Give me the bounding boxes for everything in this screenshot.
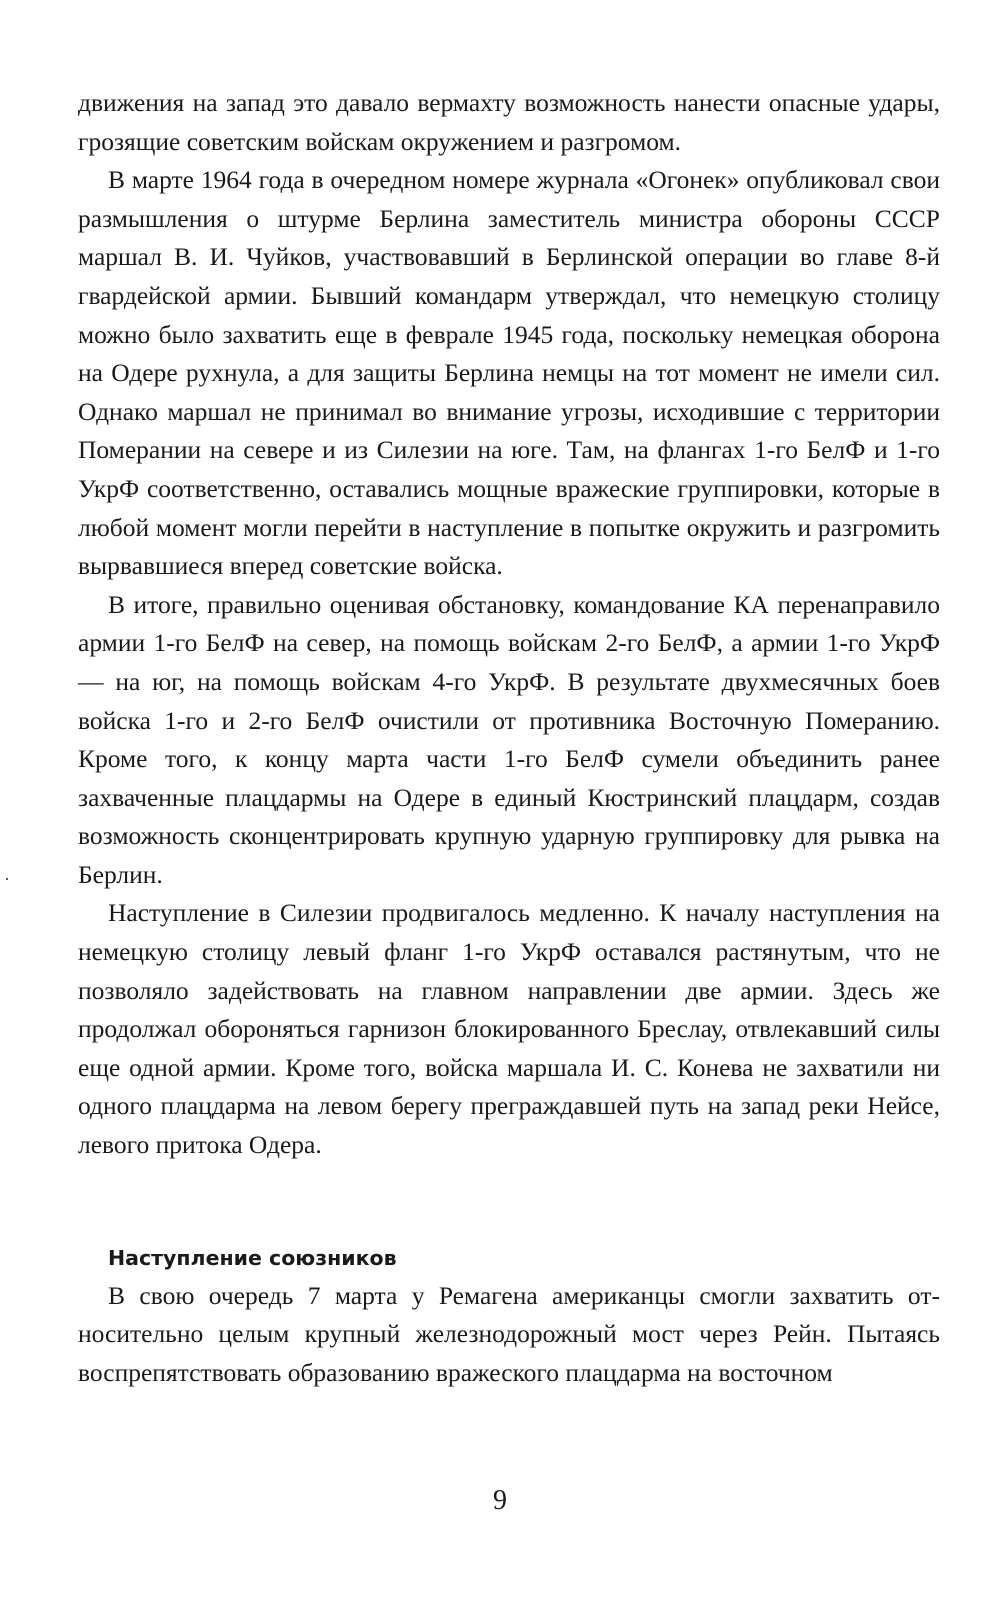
margin-mark (6, 878, 8, 880)
section-spacer (78, 1165, 940, 1239)
paragraph-2: В марте 1964 года в очередном номере журнала «Огонек» опубликовал свои размышления о штурме Берлина заместитель министра обороны СССР маршал В. И. Чуйков, участвовавший в Берлинской операции во главе 8-й гвардейской армии. Бывший командарм утверждал, что немецкую столицу можно было захватить еще в феврале 1945 года, поскольку немецкая оборона на Одере рухнула, а для защиты Берлина немцы на тот момент не имели сил. Однако маршал не принимал во внимание угрозы, исходившие с территории Померании на севере и из Силезии на юге. Там, на флангах 1-го БелФ и 1-го УкрФ соответственно, оставались мощные вражеские группировки, которые в любой момент могли перейти в наступление в попытке окружить и разгромить вырвавшиеся вперед советские войска. (78, 165, 940, 581)
paragraph-3: В итоге, правильно оценивая обстановку, командование КА перенаправило армии 1-го БелФ на север, на помощь войскам 2-го БелФ, а армии 1-го УкрФ — на юг, на помощь войскам 4-го УкрФ. В результате двухмесячных боев войска 1-го и 2-го БелФ очистили от противника Восточную Померанию. Кроме того, к концу марта части 1-го БелФ сумели объединить ранее захваченные плацдармы на Одере в единый Кюстринский плацдарм, создав возможность сконцентрировать крупную ударную группировку для рывка на Берлин. (78, 589, 940, 889)
page-number: 9 (493, 1485, 507, 1516)
paragraph-4: Наступление в Силезии продвигалось медленно. К началу наступления на немецкую столицу левый фланг 1-го УкрФ оставался растянутым, что не позволяло задействовать на главном направлении две армии. Здесь же продолжал обороняться гарнизон блокированного Бреслау, отвлекавший силы еще одной армии. Кроме того, войска маршала И. С. Конева не захватили ни одного плацдарма на левом берегу преграждавшей путь на запад реки Нейсе, левого притока Одера. (78, 898, 940, 1160)
section-heading: Наступление союзников (108, 1245, 397, 1270)
text-column (78, 84, 940, 1392)
paragraph-1: движения на запад это давало вермахту возможность нанести опасные удары, грозящие советским войскам окружением и разгромом. (78, 88, 940, 156)
paragraph-5: В свою очередь 7 марта у Ремагена американцы смогли захватить относительно целым крупный железнодорожный мост через Рейн. Пытаясь воспрепятствовать образованию вражеского плацдарма на восточном (78, 1280, 940, 1387)
